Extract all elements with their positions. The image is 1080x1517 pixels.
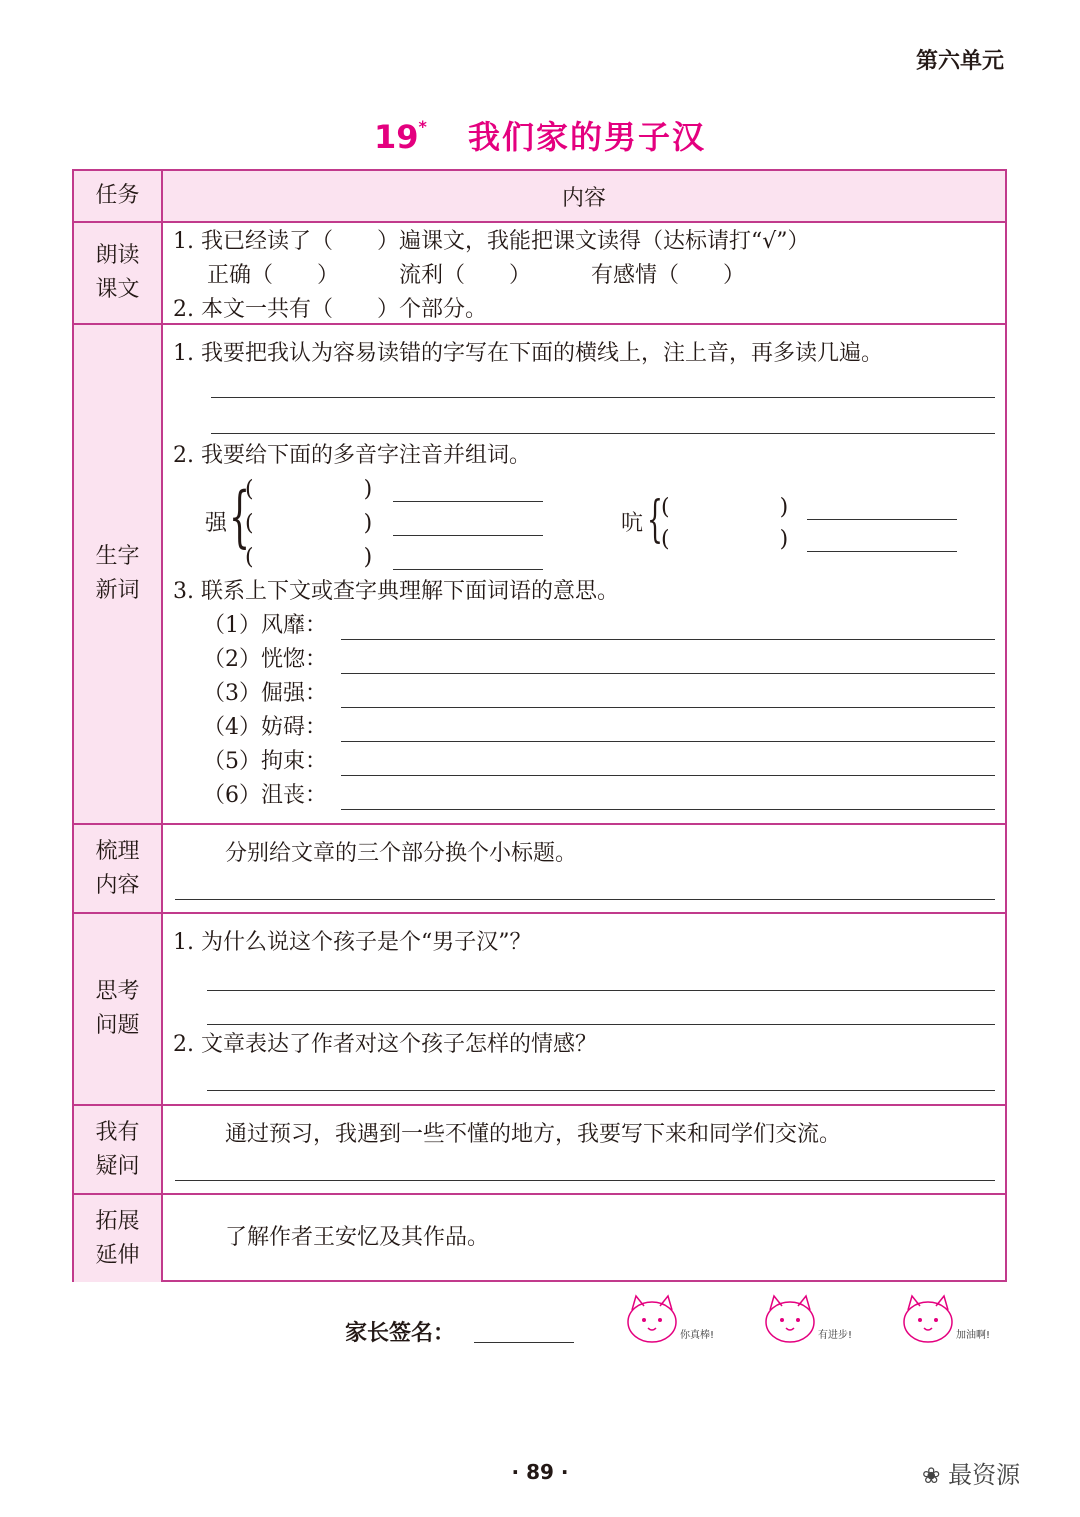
brace-icon: {	[647, 490, 663, 548]
label-question: 我有 疑问	[74, 1106, 163, 1193]
label-sort: 梳理 内容	[74, 825, 163, 912]
parent-sign-line[interactable]	[474, 1342, 574, 1343]
watermark: ❀ 最资源	[922, 1461, 1021, 1489]
wechat-icon: ❀	[922, 1464, 941, 1489]
think-q2: 2. 文章表达了作者对这个孩子怎样的情感？	[173, 1032, 597, 1057]
table-header	[74, 171, 1005, 223]
poly-char-hang: 吭	[621, 511, 644, 536]
vocab-item: （2）恍惚：	[203, 647, 327, 672]
reading-q1: 1. 我已经读了（ ）遍课文，我能把课文读得（达标请打“√”）	[173, 229, 810, 254]
words-q2: 2. 我要给下面的多音字注音并组词。	[173, 443, 531, 468]
col-task: 任务	[74, 171, 163, 221]
vocab-item: （6）沮丧：	[203, 783, 327, 808]
extend-text: 了解作者王安忆及其作品。	[225, 1225, 490, 1250]
answer-line[interactable]	[175, 899, 995, 900]
answer-line[interactable]	[341, 673, 995, 674]
col-content: 内容	[163, 171, 1005, 221]
sticker-progress: 有进步!	[760, 1290, 880, 1350]
reading-opt1[interactable]: 正确（ ）	[207, 263, 340, 288]
unit-label: 第六单元	[915, 49, 1004, 74]
words-q1: 1. 我要把我认为容易读错的字写在下面的横线上，注上音，再多读几遍。	[173, 341, 883, 366]
pinyin-blank[interactable]: ( )	[661, 495, 789, 520]
answer-line[interactable]	[211, 397, 995, 398]
label-words: 生字 新词	[74, 325, 163, 823]
parent-sign-label: 家长签名：	[345, 1321, 456, 1346]
pinyin-blank[interactable]: ( )	[245, 511, 373, 536]
vocab-item: （5）拘束：	[203, 749, 327, 774]
cat-sticker-icon	[622, 1290, 682, 1346]
reading-q2: 2. 本文一共有（ ）个部分。	[173, 297, 487, 322]
answer-line[interactable]	[211, 433, 995, 434]
answer-line[interactable]	[341, 639, 995, 640]
page-number: · 89 ·	[511, 1460, 569, 1484]
answer-line[interactable]	[341, 741, 995, 742]
think-q1: 1. 为什么说这个孩子是个“男子汉”？	[173, 930, 532, 955]
row-think	[74, 914, 1005, 1106]
cat-sticker-icon	[760, 1290, 820, 1346]
pinyin-blank[interactable]: ( )	[661, 527, 789, 552]
label-think: 思考 问题	[74, 914, 163, 1104]
reading-opt3[interactable]: 有感情（ ）	[591, 263, 746, 288]
word-line[interactable]	[393, 569, 543, 570]
words-q3: 3. 联系上下文或查字典理解下面词语的意思。	[173, 579, 619, 604]
word-line[interactable]	[807, 551, 957, 552]
row-reading	[74, 223, 1005, 325]
row-words	[74, 325, 1005, 825]
poly-char-qiang: 强	[205, 511, 228, 536]
vocab-item: （1）风靡：	[203, 613, 327, 638]
answer-line[interactable]	[341, 707, 995, 708]
row-sort	[74, 825, 1005, 914]
answer-line[interactable]	[341, 809, 995, 810]
row-extend	[74, 1195, 1005, 1282]
sticker-great: 你真棒!	[622, 1290, 742, 1350]
vocab-item: （3）倔强：	[203, 681, 327, 706]
question-text: 通过预习，我遇到一些不懂的地方，我要写下来和同学们交流。	[225, 1122, 842, 1147]
cat-sticker-icon	[898, 1290, 958, 1346]
pinyin-blank[interactable]: ( )	[245, 477, 373, 502]
answer-line[interactable]	[207, 1024, 995, 1025]
answer-line[interactable]	[207, 990, 995, 991]
answer-line[interactable]	[175, 1180, 995, 1181]
row-question	[74, 1106, 1005, 1195]
word-line[interactable]	[393, 501, 543, 502]
pinyin-blank[interactable]: ( )	[245, 545, 373, 570]
label-extend: 拓展 延伸	[74, 1195, 163, 1282]
preview-table	[72, 169, 1007, 1282]
brace-icon: {	[229, 478, 250, 555]
answer-line[interactable]	[341, 775, 995, 776]
lesson-mark: *	[418, 117, 427, 137]
lesson-name: 我们家的男子汉	[468, 118, 707, 156]
lesson-number: 19	[373, 118, 419, 156]
sort-text: 分别给文章的三个部分换个小标题。	[225, 841, 578, 866]
label-reading: 朗读 课文	[74, 223, 163, 323]
answer-line[interactable]	[207, 1090, 995, 1091]
lesson-title	[0, 112, 1080, 158]
word-line[interactable]	[807, 519, 957, 520]
reading-opt2[interactable]: 流利（ ）	[399, 263, 532, 288]
sticker-cheer: 加油啊!	[898, 1290, 1018, 1350]
word-line[interactable]	[393, 535, 543, 536]
vocab-item: （4）妨碍：	[203, 715, 327, 740]
